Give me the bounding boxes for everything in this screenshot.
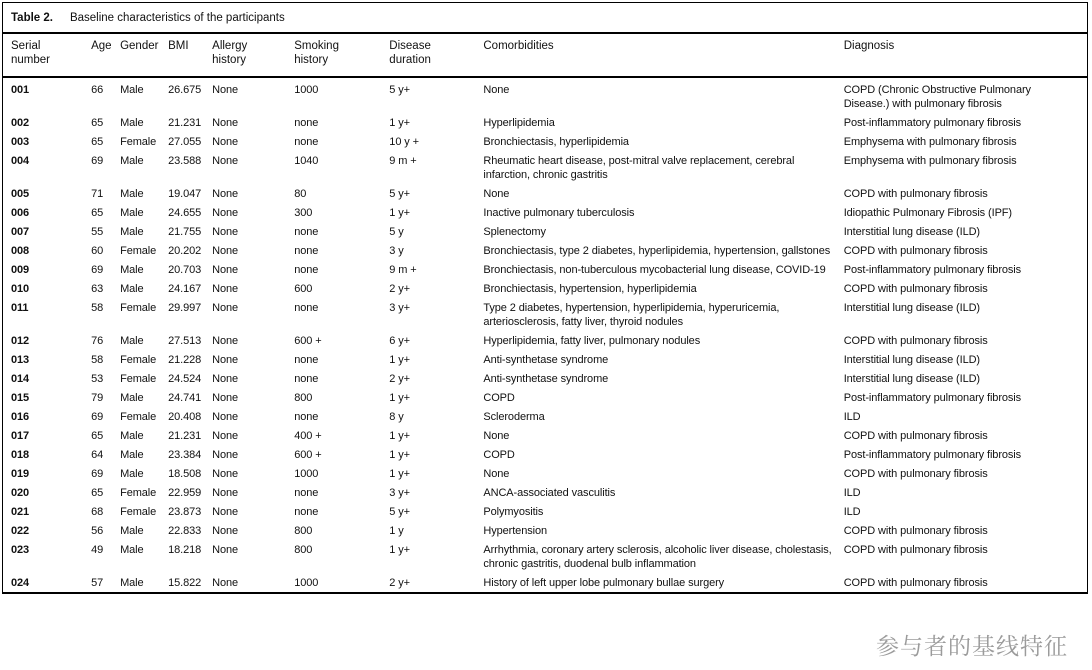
- cell-duration: 6 y+: [389, 335, 410, 347]
- cell-bmi: 21.228: [168, 354, 202, 366]
- cell-diagnosis: Interstitial lung disease (ILD): [843, 226, 980, 238]
- table-row: [3, 388, 1087, 407]
- cell-duration: 1 y: [389, 525, 404, 537]
- table-row: [3, 502, 1087, 521]
- table-caption-text: Baseline characteristics of the participants: [69, 12, 285, 24]
- cell-allergy: None: [212, 302, 239, 314]
- cell-diagnosis: ILD: [843, 411, 861, 423]
- cell-smoking: none: [294, 373, 319, 385]
- cell-bmi: 15.822: [168, 577, 202, 589]
- chinese-annotation: 参与者的基线特征: [876, 633, 1068, 659]
- cell-diagnosis: COPD with pulmonary fibrosis: [843, 468, 988, 480]
- cell-bmi: 20.202: [168, 245, 202, 257]
- cell-duration: 1 y+: [389, 117, 410, 129]
- cell-allergy: None: [212, 117, 239, 129]
- cell-duration: 3 y+: [389, 487, 410, 499]
- table-row: [3, 426, 1087, 445]
- cell-duration: 1 y+: [389, 354, 410, 366]
- cell-diagnosis: Post-inflammatory pulmonary fibrosis: [843, 449, 1022, 461]
- cell-age: 66: [91, 84, 104, 96]
- table-row: [3, 298, 1087, 331]
- cell-serial: 001: [11, 84, 30, 96]
- cell-allergy: None: [212, 577, 239, 589]
- cell-smoking: 400 +: [294, 430, 322, 442]
- cell-gender: Male: [120, 155, 144, 167]
- table-row: [3, 222, 1087, 241]
- cell-allergy: None: [212, 335, 239, 347]
- cell-age: 58: [91, 302, 104, 314]
- cell-allergy: None: [212, 155, 239, 167]
- cell-serial: 002: [11, 117, 30, 129]
- cell-age: 53: [91, 373, 104, 385]
- cell-smoking: none: [294, 264, 319, 276]
- cell-comorbidities: Bronchiectasis, type 2 diabetes, hyperlipidemia, hypertension, gallstones: [483, 245, 831, 257]
- cell-allergy: None: [212, 449, 239, 461]
- cell-age: 69: [91, 155, 104, 167]
- cell-gender: Female: [120, 487, 157, 499]
- table-caption-label: Table 2.: [11, 12, 53, 24]
- cell-diagnosis: COPD with pulmonary fibrosis: [843, 188, 988, 200]
- cell-serial: 016: [11, 411, 30, 423]
- cell-gender: Male: [120, 84, 144, 96]
- cell-gender: Male: [120, 264, 144, 276]
- cell-gender: Male: [120, 207, 144, 219]
- cell-smoking: 600: [294, 283, 313, 295]
- table-row: [3, 279, 1087, 298]
- table-row: [3, 77, 1087, 113]
- cell-duration: 9 m +: [389, 155, 417, 167]
- cell-serial: 010: [11, 283, 30, 295]
- cell-allergy: None: [212, 245, 239, 257]
- cell-serial: 023: [11, 544, 30, 556]
- cell-bmi: 22.833: [168, 525, 202, 537]
- table-header-row: [3, 34, 1087, 77]
- cell-duration: 1 y+: [389, 207, 410, 219]
- cell-smoking: none: [294, 117, 319, 129]
- cell-gender: Female: [120, 411, 157, 423]
- cell-serial: 020: [11, 487, 30, 499]
- cell-diagnosis: COPD (Chronic Obstructive Pulmonary Disease.) with pulmonary fibrosis: [843, 84, 1031, 110]
- cell-allergy: None: [212, 188, 239, 200]
- cell-duration: 2 y+: [389, 373, 410, 385]
- cell-serial: 008: [11, 245, 30, 257]
- cell-serial: 003: [11, 136, 30, 148]
- cell-bmi: 19.047: [168, 188, 202, 200]
- cell-comorbidities: Bronchiectasis, hyperlipidemia: [483, 136, 629, 148]
- cell-bmi: 20.703: [168, 264, 202, 276]
- cell-bmi: 22.959: [168, 487, 202, 499]
- cell-smoking: 1000: [294, 468, 319, 480]
- cell-gender: Male: [120, 449, 144, 461]
- cell-age: 65: [91, 487, 104, 499]
- cell-bmi: 29.997: [168, 302, 202, 314]
- cell-age: 63: [91, 283, 104, 295]
- table-row: [3, 350, 1087, 369]
- cell-duration: 2 y+: [389, 283, 410, 295]
- cell-duration: 8 y: [389, 411, 404, 423]
- cell-duration: 1 y+: [389, 544, 410, 556]
- table-row: [3, 540, 1087, 573]
- cell-serial: 009: [11, 264, 30, 276]
- cell-bmi: 26.675: [168, 84, 202, 96]
- cell-gender: Male: [120, 577, 144, 589]
- cell-comorbidities: Scleroderma: [483, 411, 545, 423]
- cell-gender: Male: [120, 188, 144, 200]
- cell-bmi: 21.755: [168, 226, 202, 238]
- table-row: [3, 407, 1087, 426]
- cell-diagnosis: Idiopathic Pulmonary Fibrosis (IPF): [843, 207, 1012, 219]
- cell-duration: 5 y: [389, 226, 404, 238]
- cell-comorbidities: Hyperlipidemia, fatty liver, pulmonary nodules: [483, 335, 701, 347]
- cell-gender: Male: [120, 117, 144, 129]
- cell-bmi: 20.408: [168, 411, 202, 423]
- cell-diagnosis: Post-inflammatory pulmonary fibrosis: [843, 264, 1022, 276]
- cell-bmi: 27.055: [168, 136, 202, 148]
- cell-diagnosis: Emphysema with pulmonary fibrosis: [843, 155, 1017, 167]
- column-header-comorbidities: Comorbidities: [483, 40, 554, 52]
- cell-diagnosis: Emphysema with pulmonary fibrosis: [843, 136, 1017, 148]
- cell-bmi: 24.524: [168, 373, 202, 385]
- cell-smoking: 800: [294, 544, 313, 556]
- cell-smoking: none: [294, 487, 319, 499]
- cell-gender: Male: [120, 430, 144, 442]
- cell-smoking: 80: [294, 188, 307, 200]
- cell-comorbidities: Arrhythmia, coronary artery sclerosis, alcoholic liver disease, cholestasis, chronic gastritis, duodenal bulb inflammation: [483, 544, 832, 570]
- cell-diagnosis: COPD with pulmonary fibrosis: [843, 245, 988, 257]
- cell-gender: Female: [120, 506, 157, 518]
- cell-bmi: 18.508: [168, 468, 202, 480]
- cell-smoking: none: [294, 506, 319, 518]
- table-row: [3, 241, 1087, 260]
- cell-comorbidities: None: [483, 188, 510, 200]
- cell-bmi: 18.218: [168, 544, 202, 556]
- cell-smoking: none: [294, 245, 319, 257]
- cell-diagnosis: Interstitial lung disease (ILD): [843, 373, 980, 385]
- cell-age: 58: [91, 354, 104, 366]
- table-row: [3, 132, 1087, 151]
- cell-age: 65: [91, 117, 104, 129]
- cell-age: 65: [91, 207, 104, 219]
- cell-age: 55: [91, 226, 104, 238]
- cell-gender: Male: [120, 392, 144, 404]
- cell-age: 49: [91, 544, 104, 556]
- cell-comorbidities: None: [483, 468, 510, 480]
- cell-serial: 015: [11, 392, 30, 404]
- table-row: [3, 203, 1087, 222]
- cell-smoking: 600 +: [294, 335, 322, 347]
- cell-gender: Male: [120, 226, 144, 238]
- cell-allergy: None: [212, 283, 239, 295]
- cell-serial: 007: [11, 226, 30, 238]
- cell-allergy: None: [212, 468, 239, 480]
- cell-diagnosis: COPD with pulmonary fibrosis: [843, 335, 988, 347]
- cell-age: 69: [91, 468, 104, 480]
- cell-diagnosis: COPD with pulmonary fibrosis: [843, 577, 988, 589]
- cell-age: 71: [91, 188, 104, 200]
- cell-gender: Female: [120, 245, 157, 257]
- cell-comorbidities: Splenectomy: [483, 226, 546, 238]
- cell-smoking: 1040: [294, 155, 319, 167]
- cell-allergy: None: [212, 226, 239, 238]
- cell-allergy: None: [212, 392, 239, 404]
- cell-bmi: 23.384: [168, 449, 202, 461]
- cell-comorbidities: Anti-synthetase syndrome: [483, 354, 609, 366]
- cell-serial: 018: [11, 449, 30, 461]
- table-row: [3, 573, 1087, 592]
- cell-bmi: 23.588: [168, 155, 202, 167]
- column-header-diagnosis: Diagnosis: [843, 40, 895, 52]
- cell-gender: Male: [120, 525, 144, 537]
- cell-duration: 3 y+: [389, 302, 410, 314]
- cell-gender: Male: [120, 283, 144, 295]
- cell-smoking: 1000: [294, 577, 319, 589]
- cell-smoking: none: [294, 226, 319, 238]
- cell-diagnosis: Interstitial lung disease (ILD): [843, 302, 980, 314]
- cell-diagnosis: ILD: [843, 506, 861, 518]
- cell-age: 56: [91, 525, 104, 537]
- cell-allergy: None: [212, 506, 239, 518]
- cell-age: 79: [91, 392, 104, 404]
- cell-smoking: none: [294, 354, 319, 366]
- cell-age: 60: [91, 245, 104, 257]
- cell-allergy: None: [212, 136, 239, 148]
- cell-bmi: 21.231: [168, 430, 202, 442]
- cell-comorbidities: ANCA-associated vasculitis: [483, 487, 616, 499]
- cell-duration: 5 y+: [389, 84, 410, 96]
- cell-comorbidities: Bronchiectasis, hypertension, hyperlipidemia: [483, 283, 697, 295]
- cell-allergy: None: [212, 207, 239, 219]
- cell-diagnosis: Interstitial lung disease (ILD): [843, 354, 980, 366]
- cell-serial: 024: [11, 577, 30, 589]
- cell-serial: 004: [11, 155, 30, 167]
- cell-age: 65: [91, 430, 104, 442]
- cell-comorbidities: Type 2 diabetes, hypertension, hyperlipidemia, hyperuricemia, arteriosclerosis, fatty liver, thyroid nodules: [483, 302, 780, 328]
- table-row: [3, 483, 1087, 502]
- cell-comorbidities: History of left upper lobe pulmonary bullae surgery: [483, 577, 725, 589]
- cell-allergy: None: [212, 264, 239, 276]
- table-header: [3, 34, 1087, 77]
- cell-duration: 10 y +: [389, 136, 419, 148]
- cell-age: 76: [91, 335, 104, 347]
- cell-smoking: none: [294, 136, 319, 148]
- cell-duration: 3 y: [389, 245, 404, 257]
- cell-serial: 006: [11, 207, 30, 219]
- cell-comorbidities: Inactive pulmonary tuberculosis: [483, 207, 635, 219]
- table-caption: [3, 3, 1087, 34]
- cell-duration: 2 y+: [389, 577, 410, 589]
- cell-allergy: None: [212, 373, 239, 385]
- table-row: [3, 184, 1087, 203]
- cell-duration: 1 y+: [389, 430, 410, 442]
- cell-serial: 011: [11, 302, 29, 314]
- cell-gender: Male: [120, 335, 144, 347]
- table-container: [2, 2, 1088, 594]
- cell-gender: Male: [120, 468, 144, 480]
- cell-smoking: none: [294, 411, 319, 423]
- cell-age: 69: [91, 264, 104, 276]
- table-row: [3, 369, 1087, 388]
- cell-bmi: 23.873: [168, 506, 202, 518]
- cell-smoking: 300: [294, 207, 313, 219]
- cell-allergy: None: [212, 487, 239, 499]
- cell-age: 68: [91, 506, 104, 518]
- cell-smoking: 1000: [294, 84, 319, 96]
- cell-serial: 019: [11, 468, 30, 480]
- cell-gender: Female: [120, 136, 157, 148]
- cell-allergy: None: [212, 84, 239, 96]
- cell-serial: 012: [11, 335, 30, 347]
- table-body: [3, 77, 1087, 592]
- cell-serial: 013: [11, 354, 30, 366]
- cell-duration: 5 y+: [389, 188, 410, 200]
- baseline-characteristics-table: [3, 34, 1087, 592]
- table-row: [3, 331, 1087, 350]
- cell-serial: 014: [11, 373, 30, 385]
- cell-age: 64: [91, 449, 104, 461]
- cell-comorbidities: Polymyositis: [483, 506, 544, 518]
- column-header-disease-duration: Disease duration: [389, 40, 431, 66]
- cell-allergy: None: [212, 544, 239, 556]
- cell-bmi: 27.513: [168, 335, 202, 347]
- table-row: [3, 464, 1087, 483]
- cell-smoking: 800: [294, 392, 313, 404]
- cell-bmi: 24.741: [168, 392, 202, 404]
- column-header-serial-number: Serial number: [11, 40, 50, 66]
- cell-bmi: 21.231: [168, 117, 202, 129]
- cell-duration: 9 m +: [389, 264, 417, 276]
- cell-allergy: None: [212, 430, 239, 442]
- cell-duration: 1 y+: [389, 449, 410, 461]
- cell-diagnosis: Post-inflammatory pulmonary fibrosis: [843, 117, 1022, 129]
- cell-comorbidities: COPD: [483, 449, 515, 461]
- cell-bmi: 24.167: [168, 283, 202, 295]
- cell-smoking: none: [294, 302, 319, 314]
- cell-duration: 1 y+: [389, 392, 410, 404]
- cell-duration: 1 y+: [389, 468, 410, 480]
- cell-diagnosis: COPD with pulmonary fibrosis: [843, 430, 988, 442]
- cell-allergy: None: [212, 525, 239, 537]
- cell-age: 65: [91, 136, 104, 148]
- cell-comorbidities: Rheumatic heart disease, post-mitral valve replacement, cerebral infarction, chronic gastritis: [483, 155, 795, 181]
- cell-allergy: None: [212, 411, 239, 423]
- table-row: [3, 151, 1087, 184]
- cell-comorbidities: Hypertension: [483, 525, 547, 537]
- cell-comorbidities: Hyperlipidemia: [483, 117, 555, 129]
- table-row: [3, 260, 1087, 279]
- table-row: [3, 521, 1087, 540]
- cell-diagnosis: COPD with pulmonary fibrosis: [843, 525, 988, 537]
- cell-serial: 017: [11, 430, 30, 442]
- cell-comorbidities: Bronchiectasis, non-tuberculous mycobacterial lung disease, COVID-19: [483, 264, 826, 276]
- cell-gender: Female: [120, 373, 157, 385]
- table-row: [3, 445, 1087, 464]
- cell-diagnosis: Post-inflammatory pulmonary fibrosis: [843, 392, 1022, 404]
- column-header-bmi: BMI: [168, 40, 189, 52]
- cell-diagnosis: ILD: [843, 487, 861, 499]
- cell-serial: 022: [11, 525, 30, 537]
- cell-comorbidities: Anti-synthetase syndrome: [483, 373, 609, 385]
- column-header-gender: Gender: [120, 40, 159, 52]
- cell-diagnosis: COPD with pulmonary fibrosis: [843, 544, 988, 556]
- cell-serial: 005: [11, 188, 30, 200]
- cell-diagnosis: COPD with pulmonary fibrosis: [843, 283, 988, 295]
- cell-smoking: 800: [294, 525, 313, 537]
- cell-allergy: None: [212, 354, 239, 366]
- cell-age: 57: [91, 577, 104, 589]
- cell-gender: Male: [120, 544, 144, 556]
- cell-comorbidities: COPD: [483, 392, 515, 404]
- cell-gender: Female: [120, 302, 157, 314]
- cell-comorbidities: None: [483, 84, 510, 96]
- column-header-allergy-history: Allergy history: [212, 40, 248, 66]
- cell-smoking: 600 +: [294, 449, 322, 461]
- table-row: [3, 113, 1087, 132]
- cell-comorbidities: None: [483, 430, 510, 442]
- column-header-smoking-history: Smoking history: [294, 40, 339, 66]
- cell-bmi: 24.655: [168, 207, 202, 219]
- cell-serial: 021: [11, 506, 30, 518]
- cell-gender: Female: [120, 354, 157, 366]
- column-header-age: Age: [91, 40, 112, 52]
- cell-duration: 5 y+: [389, 506, 410, 518]
- cell-age: 69: [91, 411, 104, 423]
